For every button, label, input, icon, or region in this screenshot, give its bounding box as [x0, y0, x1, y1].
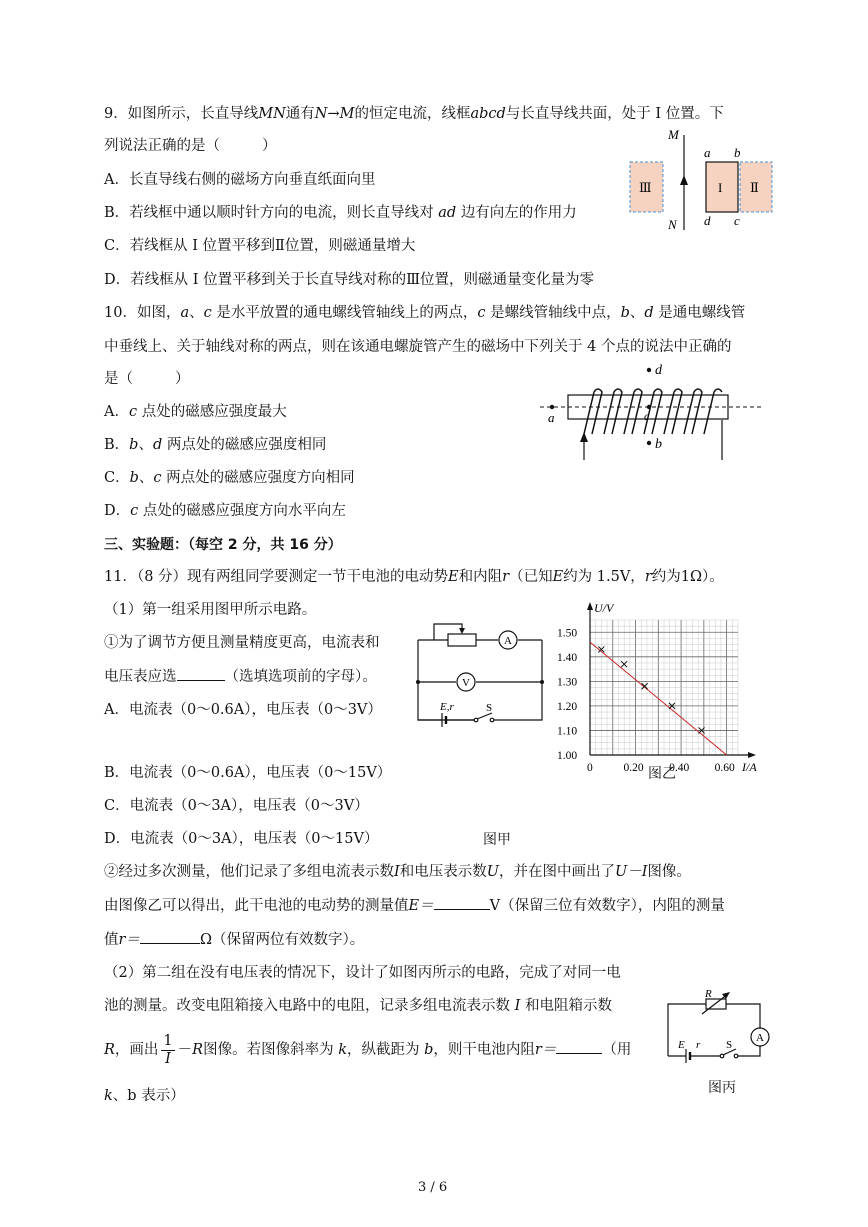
svg-text:A: A: [756, 1032, 764, 1044]
y-axis-arrow: [587, 602, 593, 610]
label-a: a: [548, 410, 555, 425]
q9-option-a: A．长直导线右侧的磁场方向垂直纸面向里: [104, 172, 376, 188]
x-axis-label: I/A: [742, 760, 757, 774]
switch-icon: [474, 713, 494, 722]
current-arrow: [680, 175, 688, 185]
q10-option-a: A．c 点处的磁感应强度最大: [104, 404, 287, 420]
label-c: c: [734, 213, 740, 228]
resistor-box-icon: [706, 999, 726, 1009]
label-d: d: [704, 213, 711, 228]
label-b: b: [655, 437, 662, 452]
answer-blank-r[interactable]: [140, 929, 200, 944]
fraction-1-over-I: $\frac{1}{I}$: [163, 1032, 173, 1067]
q11-part2-line1: （2）第二组在没有电压表的情况下，设计了如图丙所示的电路，完成了对同一电: [104, 965, 621, 981]
x-tick-label: 0.40: [669, 762, 690, 774]
q11-part2-line2: 池的测量。改变电阻箱接入电路中的电阻，记录多组电流表示数 I 和电阻箱示数: [104, 998, 612, 1014]
q11-q2-line2: 由图像乙可以得出，此干电池的电动势的测量值E＝ V（保留三位有效数字），内阻的测量: [104, 895, 725, 916]
q9-wire-frame-figure: [620, 125, 780, 237]
q10-stem-line2: 中垂线上、关于轴线对称的两点，则在该通电螺旋管产生的磁场中下列关于 4 个点的说法中正确的: [104, 339, 732, 355]
y-axis-label: U/V: [594, 601, 614, 615]
label-I: I: [718, 180, 723, 195]
q9-option-c: C．若线框从 I 位置平移到Ⅱ位置，则磁通量增大: [104, 238, 416, 254]
q9-option-b: B．若线框中通以顺时针方向的电流，则长直导线对 ad 边有向左的作用力: [104, 205, 577, 221]
svg-text:A: A: [504, 635, 512, 647]
q10-solenoid-figure: [538, 360, 768, 465]
y-tick-label: 1.30: [557, 676, 578, 689]
q10-option-d: D．c 点处的磁感应强度方向水平向左: [104, 503, 346, 519]
section3-heading: 三、实验题：（每空 2 分，共 16 分）: [104, 537, 342, 553]
q11-q2-line1: ②经过多次测量，他们记录了多组电流表示数I和电压表示数U，并在图中画出了U－I图像。: [104, 864, 691, 880]
fig-yi-caption: 图乙: [648, 766, 676, 782]
point-a: [550, 405, 554, 409]
svg-text:r: r: [696, 1039, 701, 1051]
answer-blank-E[interactable]: [434, 895, 490, 910]
fig-jia-caption: 图甲: [483, 832, 511, 848]
q11-opt-d: D．电流表（0～3A），电压表（0～15V）: [104, 831, 379, 847]
y-tick-label: 1.50: [557, 627, 578, 640]
x-tick-label: 0: [587, 762, 593, 774]
point-d: [647, 368, 651, 372]
battery-icon: [686, 1049, 690, 1063]
page-number: 3 / 6: [418, 1180, 448, 1195]
svg-text:E,r: E,r: [440, 701, 454, 713]
svg-text:R: R: [705, 988, 712, 1000]
slider-arrow: [459, 628, 465, 634]
solenoid-coils: [584, 389, 722, 434]
q11-q1-line2: 电压表应选 （选填选项前的字母）。: [104, 666, 377, 687]
q11-part2-line4: k、b 表示）: [104, 1088, 185, 1104]
x-tick-label: 0.20: [623, 762, 644, 774]
circuit-bing: [662, 988, 772, 1066]
svg-text:E: E: [678, 1039, 685, 1051]
q11-opt-b: B．电流表（0～0.6A），电压表（0～15V）: [104, 765, 392, 781]
y-tick-label: 1.10: [557, 725, 578, 738]
x-tick-label: 0.60: [714, 762, 735, 774]
q11-opt-a: A．电流表（0～0.6A），电压表（0～3V）: [104, 702, 382, 718]
svg-text:S: S: [726, 1039, 733, 1051]
circuit-jia: [410, 612, 545, 730]
y-tick-label: 1.00: [557, 750, 578, 762]
svg-text:V: V: [462, 677, 470, 689]
junction-dot: [416, 680, 420, 684]
answer-blank-r2[interactable]: [556, 1039, 602, 1054]
answer-blank-1[interactable]: [177, 666, 225, 681]
q10-stem-line1: 10．如图，a、c 是水平放置的通电螺线管轴线上的两点，c 是螺线管轴线中点，b、d 是通电螺线管: [104, 305, 746, 321]
q9-stem-line2: 列说法正确的是（ ）: [104, 138, 277, 154]
label-a: a: [704, 145, 711, 160]
label-N: N: [668, 217, 677, 232]
y-tick-label: 1.20: [557, 700, 578, 713]
label-M: M: [668, 127, 679, 142]
ui-chart: [552, 600, 764, 780]
q10-stem-line3: 是（ ）: [104, 371, 190, 387]
lead-arrow: [580, 432, 588, 442]
q9-stem-line1: 9．如图所示，长直导线MN通有N→M的恒定电流，线框abcd与长直导线共面，处于 I 位置。下: [104, 106, 724, 122]
q10-option-b: B．b、d 两点处的磁感应强度相同: [104, 437, 327, 453]
q11-part1: （1）第一组采用图甲所示电路。: [104, 602, 317, 618]
battery-icon: [418, 713, 474, 727]
label-c: c: [644, 409, 650, 423]
label-III: Ⅲ: [639, 180, 652, 195]
q11-opt-c: C．电流表（0～3A），电压表（0～3V）: [104, 798, 369, 814]
rheostat-icon: [448, 634, 476, 646]
q11-q1-line1: ①为了调节方便且测量精度更高，电流表和: [104, 635, 380, 651]
q10-option-c: C．b、c 两点处的磁感应强度方向相同: [104, 470, 355, 486]
q11-stem: 11．（8 分）现有两组同学要测定一节干电池的电动势E和内阻r（已知E约为 1.5V，r约为1Ω）。: [104, 569, 724, 585]
point-b: [647, 441, 651, 445]
q9-option-d: D．若线框从 I 位置平移到关于长直导线对称的Ⅲ位置，则磁通量变化量为零: [104, 272, 595, 288]
svg-text:S: S: [486, 702, 493, 714]
label-II: Ⅱ: [750, 180, 759, 195]
label-b: b: [734, 145, 741, 160]
label-d: d: [655, 363, 662, 378]
x-axis-arrow: [748, 752, 756, 758]
q11-q2-line3: 值r＝ Ω（保留两位有效数字）。: [104, 929, 364, 950]
y-tick-label: 1.40: [557, 651, 578, 664]
fig-bing-caption: 图丙: [708, 1080, 736, 1096]
q11-part2-line3: R，画出 $\frac{1}{I}$ －R图像。若图像斜率为 k，纵截距为 b，则干电池内阻r＝ （用: [104, 1032, 632, 1067]
junction-dot: [540, 680, 544, 684]
